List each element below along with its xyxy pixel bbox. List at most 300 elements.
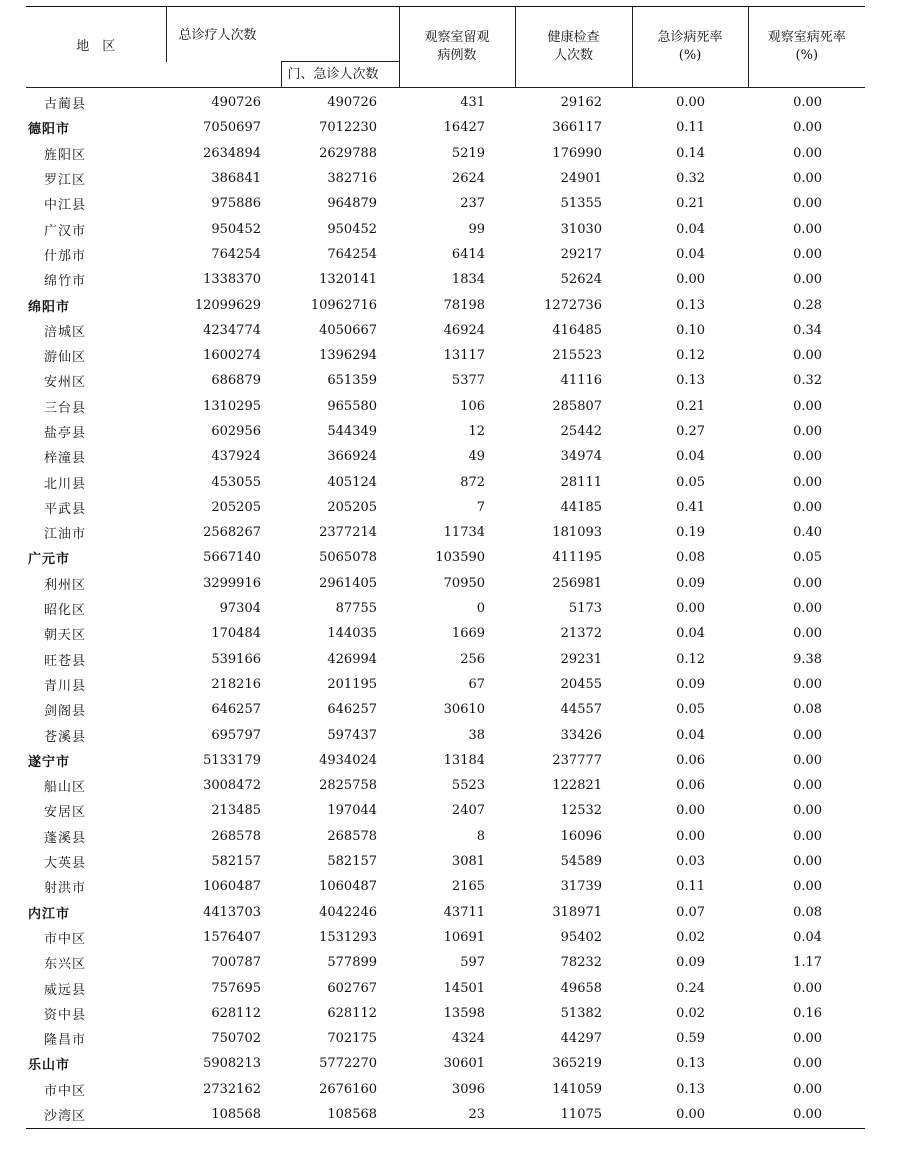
observation-cases-cell: 2407 <box>451 803 486 819</box>
city-row <box>26 115 865 140</box>
observation-cases-cell: 10691 <box>443 929 486 945</box>
total-visits-cell: 582157 <box>211 854 261 870</box>
total-visits-cell: 695797 <box>211 727 261 743</box>
observation-death-rate-cell: 0.04 <box>793 929 823 945</box>
region-name-cell: 什邡市 <box>44 248 87 264</box>
region-name-cell: 中江县 <box>44 198 87 214</box>
table-row <box>26 1077 865 1102</box>
total-visits-cell: 950452 <box>211 221 261 237</box>
total-visits-cell: 490726 <box>211 95 261 111</box>
outpatient-visits-cell: 965580 <box>327 398 378 414</box>
table-row <box>26 394 865 419</box>
bottom-rule <box>26 1128 865 1129</box>
outpatient-visits-cell: 1396294 <box>319 348 378 364</box>
region-name-cell: 旺苍县 <box>44 653 87 669</box>
header-observation-death-line2: (%) <box>795 48 819 63</box>
outpatient-visits-cell: 651359 <box>327 373 378 389</box>
emergency-death-rate-cell: 0.12 <box>676 651 706 667</box>
table-row <box>26 621 865 646</box>
region-name-cell: 古蔺县 <box>44 97 87 113</box>
total-visits-cell: 764254 <box>211 246 261 262</box>
header-emergency-death-rate <box>632 7 748 88</box>
health-check-cell: 416485 <box>552 322 603 338</box>
emergency-death-rate-cell: 0.04 <box>676 221 706 237</box>
region-name-cell: 广汉市 <box>44 223 87 239</box>
observation-cases-cell: 106 <box>460 398 486 414</box>
health-check-cell: 33426 <box>560 727 603 743</box>
emergency-death-rate-cell: 0.04 <box>676 246 706 262</box>
total-visits-cell: 108568 <box>211 1107 261 1123</box>
emergency-death-rate-cell: 0.09 <box>676 676 706 692</box>
table-row <box>26 242 865 267</box>
header-total-spacer <box>166 62 281 88</box>
table-row <box>26 798 865 823</box>
region-name-cell: 旌阳区 <box>44 147 87 163</box>
emergency-death-rate-cell: 0.06 <box>676 752 706 768</box>
observation-death-rate-cell: 0.16 <box>793 1005 823 1021</box>
observation-cases-cell: 13598 <box>443 1005 486 1021</box>
emergency-death-rate-cell: 0.04 <box>676 449 706 465</box>
emergency-death-rate-cell: 0.07 <box>676 904 706 920</box>
total-visits-cell: 205205 <box>211 499 261 515</box>
observation-death-rate-cell: 0.00 <box>793 95 823 111</box>
region-name-cell: 德阳市 <box>28 122 71 138</box>
observation-cases-cell: 237 <box>460 196 486 212</box>
health-check-cell: 237777 <box>552 752 603 768</box>
health-check-cell: 44557 <box>560 702 603 718</box>
outpatient-visits-cell: 628112 <box>327 1005 378 1021</box>
outpatient-visits-cell: 366924 <box>327 449 378 465</box>
header-observation-line2: 病例数 <box>437 48 477 63</box>
total-visits-cell: 1576407 <box>203 929 261 945</box>
table-row <box>26 267 865 292</box>
health-check-cell: 12532 <box>560 803 603 819</box>
region-name-cell: 东兴区 <box>44 957 87 973</box>
outpatient-visits-cell: 10962716 <box>310 297 378 313</box>
observation-cases-cell: 11734 <box>443 525 486 541</box>
health-check-cell: 20455 <box>560 676 603 692</box>
table-row <box>26 647 865 672</box>
observation-death-rate-cell: 0.32 <box>793 373 823 389</box>
observation-cases-cell: 30601 <box>443 1056 486 1072</box>
total-visits-cell: 757695 <box>211 980 261 996</box>
observation-cases-cell: 0 <box>476 601 486 617</box>
emergency-death-rate-cell: 0.00 <box>676 803 706 819</box>
emergency-death-rate-cell: 0.00 <box>676 272 706 288</box>
observation-death-rate-cell: 0.00 <box>793 120 823 136</box>
region-name-cell: 资中县 <box>44 1007 87 1023</box>
observation-death-rate-cell: 0.00 <box>793 424 823 439</box>
health-check-cell: 11075 <box>560 1107 603 1123</box>
table-row <box>26 925 865 950</box>
outpatient-visits-cell: 964879 <box>327 196 378 212</box>
outpatient-visits-cell: 1320141 <box>319 272 378 288</box>
observation-cases-cell: 6414 <box>451 246 486 262</box>
emergency-death-rate-cell: 0.13 <box>676 297 706 313</box>
health-check-cell: 41116 <box>560 373 603 389</box>
table-body <box>26 88 865 1128</box>
table-row <box>26 343 865 368</box>
region-name-cell: 船山区 <box>44 780 87 796</box>
total-visits-cell: 3008472 <box>203 778 261 794</box>
emergency-death-rate-cell: 0.13 <box>676 1056 706 1072</box>
outpatient-visits-cell: 205205 <box>327 499 378 515</box>
observation-death-rate-cell: 0.00 <box>793 980 823 996</box>
region-name-cell: 剑阁县 <box>44 704 87 720</box>
observation-death-rate-cell: 0.08 <box>793 702 823 718</box>
header-observation-death-line1: 观察室病死率 <box>767 30 846 45</box>
region-name-cell: 绵竹市 <box>44 274 87 290</box>
outpatient-visits-cell: 1060487 <box>319 879 378 895</box>
observation-cases-cell: 99 <box>468 221 486 237</box>
region-name-cell: 利州区 <box>44 577 87 593</box>
region-name-cell: 苍溪县 <box>44 729 87 745</box>
table-row <box>26 672 865 697</box>
emergency-death-rate-cell: 0.04 <box>676 727 706 743</box>
outpatient-visits-cell: 2377214 <box>319 525 378 541</box>
observation-cases-cell: 23 <box>468 1107 486 1123</box>
health-check-cell: 285807 <box>552 398 603 414</box>
outpatient-visits-cell: 382716 <box>327 171 378 187</box>
observation-cases-cell: 16427 <box>443 120 486 136</box>
health-check-cell: 141059 <box>552 1081 603 1097</box>
health-check-cell: 21372 <box>560 626 603 642</box>
health-check-cell: 95402 <box>560 929 603 945</box>
table-row <box>26 191 865 216</box>
observation-death-rate-cell: 0.00 <box>793 221 823 237</box>
observation-death-rate-cell: 0.05 <box>793 550 823 566</box>
total-visits-cell: 170484 <box>211 626 261 642</box>
observation-cases-cell: 256 <box>460 651 486 667</box>
header-health-check <box>515 7 632 88</box>
health-check-cell: 78232 <box>560 955 603 971</box>
observation-death-rate-cell: 0.00 <box>793 601 823 617</box>
outpatient-visits-cell: 2825758 <box>319 778 378 794</box>
observation-cases-cell: 597 <box>460 955 486 971</box>
outpatient-visits-cell: 702175 <box>327 1031 378 1047</box>
emergency-death-rate-cell: 0.05 <box>676 474 706 490</box>
region-name-cell: 内江市 <box>28 906 71 922</box>
health-check-cell: 122821 <box>552 778 603 794</box>
total-visits-cell: 628112 <box>211 1005 261 1021</box>
emergency-death-rate-cell: 0.27 <box>676 424 706 439</box>
statistics-table <box>26 6 865 1127</box>
observation-death-rate-cell: 9.38 <box>793 651 823 667</box>
observation-death-rate-cell: 0.00 <box>793 171 823 187</box>
outpatient-visits-cell: 4042246 <box>319 904 378 920</box>
health-check-cell: 181093 <box>552 525 603 541</box>
header-observation-cases <box>399 7 515 88</box>
health-check-cell: 16096 <box>560 828 603 844</box>
region-name-cell: 蓬溪县 <box>44 830 87 846</box>
observation-cases-cell: 8 <box>476 828 486 844</box>
region-name-cell: 安居区 <box>44 805 87 821</box>
health-check-cell: 365219 <box>552 1056 603 1072</box>
outpatient-visits-cell: 108568 <box>327 1107 378 1123</box>
observation-death-rate-cell: 0.00 <box>793 196 823 212</box>
table-header <box>26 7 865 88</box>
emergency-death-rate-cell: 0.11 <box>676 120 706 136</box>
observation-cases-cell: 2165 <box>451 879 486 895</box>
observation-death-rate-cell: 0.00 <box>793 145 823 161</box>
region-name-cell: 涪城区 <box>44 324 87 340</box>
emergency-death-rate-cell: 0.13 <box>676 1081 706 1097</box>
city-row <box>26 748 865 773</box>
total-visits-cell: 97304 <box>219 601 261 617</box>
health-check-cell: 34974 <box>560 449 603 465</box>
health-check-cell: 29162 <box>560 95 603 111</box>
health-check-cell: 31739 <box>560 879 603 895</box>
observation-cases-cell: 43711 <box>443 904 486 920</box>
total-visits-cell: 5667140 <box>203 550 261 566</box>
total-visits-cell: 646257 <box>211 702 261 718</box>
observation-cases-cell: 12 <box>468 424 486 439</box>
emergency-death-rate-cell: 0.11 <box>676 879 706 895</box>
observation-death-rate-cell: 0.00 <box>793 246 823 262</box>
header-observation-death-rate <box>748 7 865 88</box>
total-visits-cell: 3299916 <box>203 575 261 591</box>
table-row <box>26 88 865 116</box>
observation-death-rate-cell: 0.00 <box>793 272 823 288</box>
observation-death-rate-cell: 0.00 <box>793 348 823 364</box>
observation-cases-cell: 872 <box>460 474 486 490</box>
health-check-cell: 24901 <box>560 171 603 187</box>
health-check-cell: 51382 <box>560 1005 603 1021</box>
health-check-cell: 5173 <box>568 601 603 617</box>
header-emergency-death-line2: (%) <box>678 48 702 63</box>
observation-cases-cell: 431 <box>460 95 486 111</box>
city-row <box>26 1051 865 1076</box>
observation-death-rate-cell: 0.00 <box>793 828 823 844</box>
outpatient-visits-cell: 2629788 <box>319 145 378 161</box>
region-name-cell: 市中区 <box>44 931 87 947</box>
health-check-cell: 318971 <box>552 904 603 920</box>
health-check-cell: 54589 <box>560 854 603 870</box>
emergency-death-rate-cell: 0.04 <box>676 626 706 642</box>
observation-death-rate-cell: 0.00 <box>793 1056 823 1072</box>
observation-cases-cell: 5523 <box>451 778 486 794</box>
observation-death-rate-cell: 0.00 <box>793 727 823 743</box>
header-total-visits: 总诊疗人次数 <box>166 7 399 62</box>
emergency-death-rate-cell: 0.12 <box>676 348 706 364</box>
observation-death-rate-cell: 0.00 <box>793 879 823 895</box>
table-row <box>26 1026 865 1051</box>
outpatient-visits-cell: 544349 <box>327 424 378 439</box>
observation-death-rate-cell: 1.17 <box>793 955 823 971</box>
table-row <box>26 697 865 722</box>
health-check-cell: 25442 <box>560 424 603 439</box>
observation-death-rate-cell: 0.00 <box>793 1107 823 1123</box>
emergency-death-rate-cell: 0.10 <box>676 322 706 338</box>
emergency-death-rate-cell: 0.21 <box>676 398 706 414</box>
total-visits-cell: 4234774 <box>203 322 261 338</box>
table-row <box>26 571 865 596</box>
emergency-death-rate-cell: 0.19 <box>676 525 706 541</box>
total-visits-cell: 12099629 <box>194 297 261 313</box>
observation-cases-cell: 38 <box>468 727 486 743</box>
outpatient-visits-cell: 87755 <box>335 601 378 617</box>
table-row <box>26 216 865 241</box>
header-health-check-line2: 人次数 <box>554 48 594 63</box>
observation-death-rate-cell: 0.00 <box>793 1031 823 1047</box>
observation-death-rate-cell: 0.40 <box>793 525 823 541</box>
health-check-cell: 49658 <box>560 980 603 996</box>
observation-cases-cell: 70950 <box>443 575 486 591</box>
region-name-cell: 广元市 <box>28 552 71 568</box>
emergency-death-rate-cell: 0.05 <box>676 702 706 718</box>
total-visits-cell: 1600274 <box>203 348 261 364</box>
observation-death-rate-cell: 0.00 <box>793 575 823 591</box>
emergency-death-rate-cell: 0.02 <box>676 929 706 945</box>
emergency-death-rate-cell: 0.08 <box>676 550 706 566</box>
table-row <box>26 773 865 798</box>
outpatient-visits-cell: 602767 <box>327 980 378 996</box>
emergency-death-rate-cell: 0.00 <box>676 95 706 111</box>
region-name-cell: 梓潼县 <box>44 451 87 467</box>
region-name-cell: 朝天区 <box>44 628 87 644</box>
observation-death-rate-cell: 0.00 <box>793 676 823 692</box>
outpatient-visits-cell: 2676160 <box>319 1081 378 1097</box>
outpatient-visits-cell: 7012230 <box>319 120 378 136</box>
observation-death-rate-cell: 0.00 <box>793 449 823 465</box>
header-health-check-line1: 健康检查 <box>547 30 600 45</box>
region-name-cell: 市中区 <box>44 1083 87 1099</box>
outpatient-visits-cell: 764254 <box>327 246 378 262</box>
total-visits-cell: 975886 <box>211 196 261 212</box>
region-name-cell: 乐山市 <box>28 1058 71 1074</box>
health-check-cell: 366117 <box>552 120 603 136</box>
outpatient-visits-cell: 5065078 <box>319 550 378 566</box>
health-check-cell: 29231 <box>560 651 603 667</box>
table-row <box>26 141 865 166</box>
outpatient-visits-cell: 1531293 <box>319 929 378 945</box>
table-row <box>26 520 865 545</box>
outpatient-visits-cell: 197044 <box>327 803 378 819</box>
city-row <box>26 900 865 925</box>
outpatient-visits-cell: 4050667 <box>319 322 378 338</box>
health-check-cell: 1272736 <box>544 297 603 313</box>
observation-death-rate-cell: 0.00 <box>793 778 823 794</box>
total-visits-cell: 437924 <box>211 449 261 465</box>
total-visits-cell: 386841 <box>211 171 261 187</box>
observation-death-rate-cell: 0.00 <box>793 1081 823 1097</box>
health-check-cell: 28111 <box>560 474 603 490</box>
observation-cases-cell: 103590 <box>435 550 486 566</box>
observation-death-rate-cell: 0.00 <box>793 854 823 870</box>
outpatient-visits-cell: 426994 <box>327 651 378 667</box>
total-visits-cell: 602956 <box>211 424 261 439</box>
outpatient-visits-cell: 5772270 <box>319 1056 378 1072</box>
total-visits-cell: 4413703 <box>203 904 261 920</box>
total-visits-cell: 686879 <box>211 373 261 389</box>
health-check-cell: 52624 <box>560 272 603 288</box>
emergency-death-rate-cell: 0.09 <box>676 955 706 971</box>
table-row <box>26 419 865 444</box>
emergency-death-rate-cell: 0.32 <box>676 171 706 187</box>
statistics-page <box>26 6 865 1127</box>
region-name-cell: 盐亭县 <box>44 426 87 441</box>
observation-cases-cell: 5219 <box>451 145 486 161</box>
health-check-cell: 29217 <box>560 246 603 262</box>
region-name-cell: 大英县 <box>44 856 87 872</box>
observation-death-rate-cell: 0.00 <box>793 803 823 819</box>
emergency-death-rate-cell: 0.02 <box>676 1005 706 1021</box>
outpatient-visits-cell: 201195 <box>327 676 378 692</box>
table-row <box>26 469 865 494</box>
table-row <box>26 166 865 191</box>
observation-cases-cell: 49 <box>468 449 486 465</box>
table-row <box>26 318 865 343</box>
outpatient-visits-cell: 582157 <box>327 854 378 870</box>
observation-cases-cell: 78198 <box>443 297 486 313</box>
outpatient-visits-cell: 144035 <box>327 626 378 642</box>
region-name-cell: 三台县 <box>44 400 87 416</box>
health-check-cell: 176990 <box>552 145 603 161</box>
table-row <box>26 722 865 747</box>
health-check-cell: 411195 <box>552 550 603 566</box>
total-visits-cell: 5908213 <box>203 1056 261 1072</box>
region-name-cell: 威远县 <box>44 982 87 998</box>
region-name-cell: 平武县 <box>44 501 87 517</box>
total-visits-cell: 2568267 <box>203 525 261 541</box>
emergency-death-rate-cell: 0.21 <box>676 196 706 212</box>
region-name-cell: 游仙区 <box>44 350 87 366</box>
emergency-death-rate-cell: 0.13 <box>676 373 706 389</box>
health-check-cell: 44185 <box>560 499 603 515</box>
observation-death-rate-cell: 0.28 <box>793 297 823 313</box>
table-row <box>26 950 865 975</box>
observation-cases-cell: 7 <box>476 499 486 515</box>
total-visits-cell: 1310295 <box>203 398 261 414</box>
observation-death-rate-cell: 0.00 <box>793 398 823 414</box>
observation-cases-cell: 67 <box>468 676 486 692</box>
health-check-cell: 44297 <box>560 1031 603 1047</box>
total-visits-cell: 213485 <box>211 803 261 819</box>
region-name-cell: 罗江区 <box>44 173 87 189</box>
outpatient-visits-cell: 597437 <box>327 727 378 743</box>
table-row <box>26 849 865 874</box>
region-name-cell: 北川县 <box>44 476 87 492</box>
observation-cases-cell: 1834 <box>451 272 486 288</box>
observation-death-rate-cell: 0.00 <box>793 626 823 642</box>
total-visits-cell: 2732162 <box>203 1081 261 1097</box>
observation-cases-cell: 13184 <box>443 752 486 768</box>
header-outpatient-visits: 门、急诊人次数 <box>281 62 399 88</box>
emergency-death-rate-cell: 0.00 <box>676 1107 706 1123</box>
observation-cases-cell: 3081 <box>451 854 486 870</box>
region-name-cell: 射洪市 <box>44 881 87 897</box>
table-row <box>26 874 865 899</box>
total-visits-cell: 750702 <box>211 1031 261 1047</box>
table-row <box>26 1001 865 1026</box>
observation-cases-cell: 5377 <box>451 373 486 389</box>
total-visits-cell: 539166 <box>211 651 261 667</box>
health-check-cell: 215523 <box>552 348 603 364</box>
region-name-cell: 安州区 <box>44 375 87 391</box>
total-visits-cell: 218216 <box>211 676 261 692</box>
total-visits-cell: 7050697 <box>203 120 261 136</box>
table-row <box>26 444 865 469</box>
table-row <box>26 495 865 520</box>
total-visits-cell: 1060487 <box>203 879 261 895</box>
emergency-death-rate-cell: 0.24 <box>676 980 706 996</box>
table-row <box>26 1102 865 1127</box>
health-check-cell: 51355 <box>560 196 603 212</box>
observation-cases-cell: 1669 <box>451 626 486 642</box>
table-row <box>26 596 865 621</box>
region-name-cell: 青川县 <box>44 678 87 694</box>
header-emergency-death-line1: 急诊病死率 <box>657 30 723 45</box>
